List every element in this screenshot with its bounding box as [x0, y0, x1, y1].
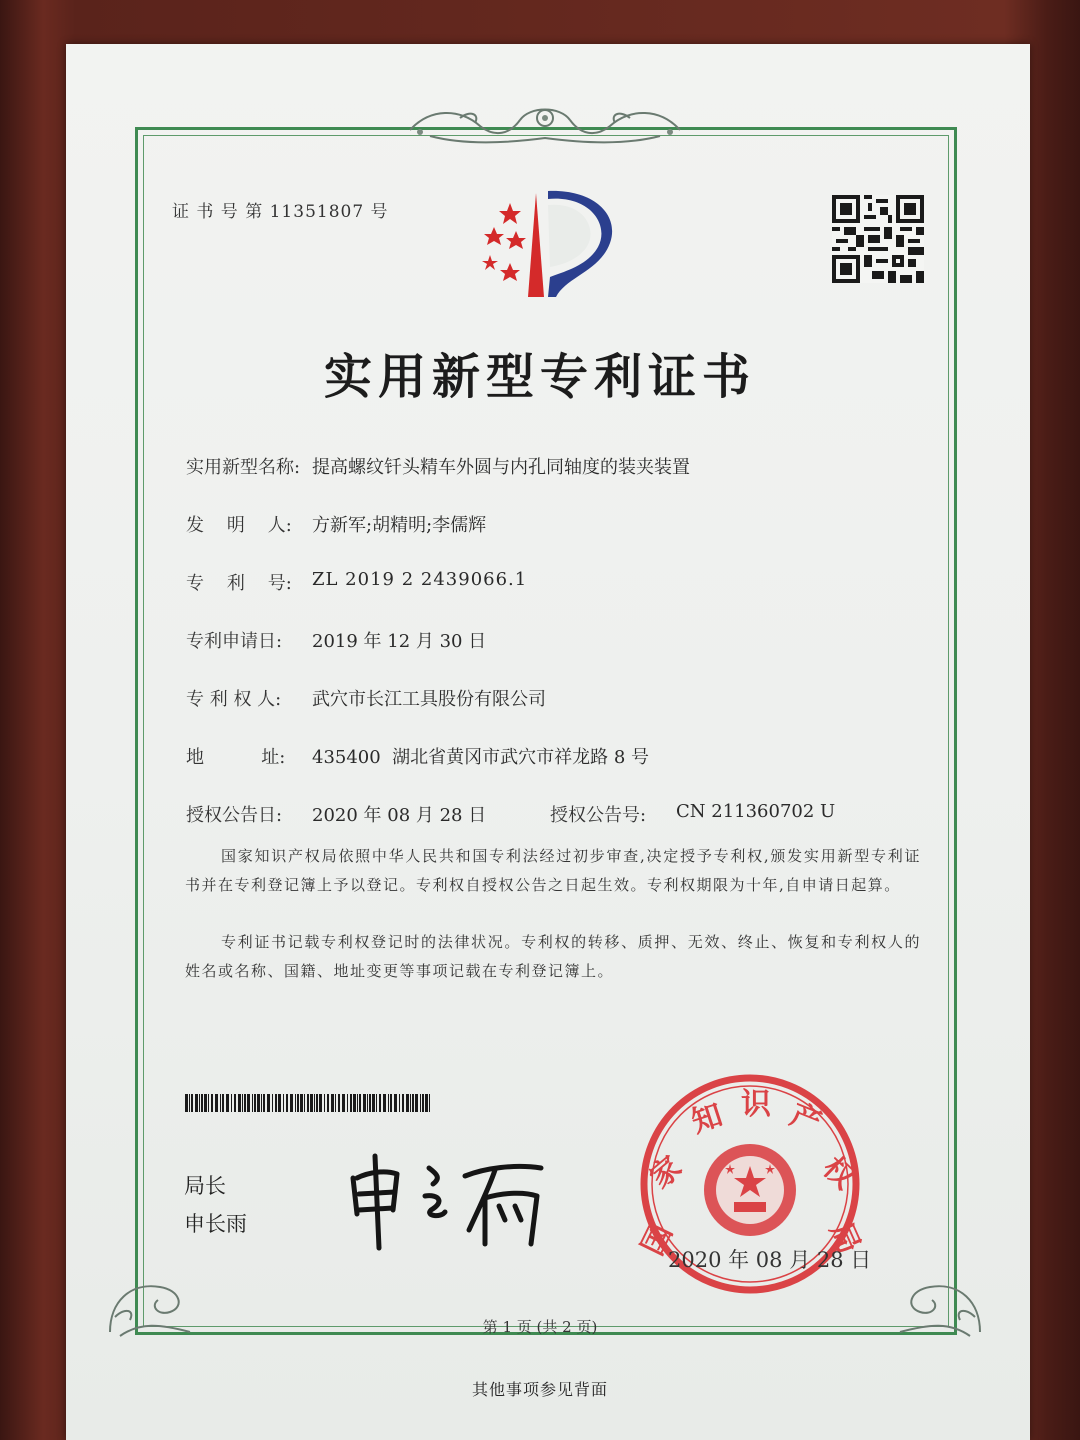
barcode-bar	[226, 1094, 229, 1112]
patent-logo-icon	[470, 185, 620, 305]
barcode-bar	[238, 1094, 241, 1112]
barcode-bar	[390, 1094, 392, 1112]
seal-date: 2020 年 08 月 28 日	[668, 1248, 872, 1272]
field-label-name: 实用新型名称:	[186, 457, 301, 478]
barcode-bar	[412, 1094, 414, 1112]
barcode-bar	[350, 1094, 352, 1112]
qr-code-icon	[832, 195, 924, 283]
barcode-bar	[242, 1094, 243, 1112]
barcode-bar	[324, 1094, 325, 1112]
barcode-bar	[369, 1094, 371, 1112]
field-value-name: 提高螺纹钎头精车外圆与内孔同轴度的装夹装置	[312, 457, 690, 478]
grant-date-label: 授权公告日:	[186, 805, 283, 826]
svg-text:家: 家	[643, 1149, 689, 1196]
field-value-filing-date: 2019 年 12 月 30 日	[312, 631, 487, 652]
barcode-bar	[220, 1094, 221, 1112]
top-ornament-icon	[400, 98, 690, 148]
barcode-bar	[263, 1094, 265, 1112]
barcode-bar	[254, 1094, 256, 1112]
barcode-bar	[199, 1094, 200, 1112]
barcode-bar	[331, 1094, 334, 1112]
barcode-bar	[342, 1094, 345, 1112]
barcode-bar	[379, 1094, 381, 1112]
footer-note: 其他事项参见背面	[471, 1380, 608, 1399]
paragraph-legal-status: 专利证书记载专利权登记时的法律状况。专利权的转移、质押、无效、终止、恢复和专利权人的姓名或名称、国籍、地址变更等事项记载在专利登记簿上。	[185, 933, 921, 980]
barcode-bar	[191, 1094, 193, 1112]
barcode-bar	[244, 1094, 246, 1112]
barcode-bar	[300, 1094, 303, 1112]
barcode-bar	[310, 1094, 313, 1112]
certificate-title: 实用新型专利证书	[323, 349, 756, 405]
barcode-bar	[204, 1094, 207, 1112]
barcode-bar	[314, 1094, 315, 1112]
barcode-bar	[307, 1094, 309, 1112]
director-signature	[345, 1148, 555, 1253]
barcode-bar	[402, 1094, 404, 1112]
field-label-patent-no	[186, 569, 292, 595]
barcode-bar	[247, 1094, 250, 1112]
barcode-bar	[278, 1094, 281, 1112]
barcode-bar	[415, 1094, 418, 1112]
field-value-inventor: 方新军;胡精明;李儒辉	[312, 515, 487, 536]
barcode-bar	[215, 1094, 218, 1112]
barcode-bar	[357, 1094, 358, 1112]
barcode-bar	[376, 1094, 377, 1112]
barcode-bar	[185, 1094, 188, 1112]
barcode-bar	[347, 1094, 348, 1112]
page-number: 第 1 页 (共 2 页)	[482, 1318, 598, 1336]
certificate-number: 证 书 号 第 11351807 号	[172, 202, 389, 222]
svg-text:权: 权	[815, 1150, 862, 1197]
barcode-bar	[429, 1094, 430, 1112]
field-value-patentee: 武穴市长江工具股份有限公司	[312, 689, 546, 710]
grant-date-value: 2020 年 08 月 28 日	[312, 805, 487, 826]
barcode-bar	[222, 1094, 224, 1112]
field-label-patentee	[186, 685, 281, 711]
svg-text:知: 知	[687, 1097, 727, 1141]
barcode-bar	[231, 1094, 232, 1112]
barcode-bar	[189, 1094, 190, 1112]
barcode-bar	[261, 1094, 262, 1112]
barcode-bar	[388, 1094, 389, 1112]
barcode-bar	[286, 1094, 288, 1112]
field-label-patentee-text: 专 利 权 人:	[186, 689, 282, 710]
director-name: 申长雨	[184, 1212, 247, 1236]
barcode-bar	[295, 1094, 296, 1112]
barcode-bar	[410, 1094, 411, 1112]
field-label-inventor-text: 发 明 人:	[186, 515, 292, 536]
field-value-patent-no: ZL 2019 2 2439066.1	[312, 569, 528, 590]
field-value-address: 435400 湖北省黄冈市武穴市祥龙路 8 号	[312, 747, 650, 768]
barcode-bar	[363, 1094, 366, 1112]
barcode-bar	[335, 1094, 336, 1112]
barcode-bar	[367, 1094, 368, 1112]
barcode-bar	[252, 1094, 253, 1112]
barcode-bar	[297, 1094, 299, 1112]
grant-number-value: CN 211360702 U	[676, 801, 836, 822]
barcode-bar	[327, 1094, 329, 1112]
grant-number-label: 授权公告号:	[550, 805, 647, 826]
field-label-address-text: 地 址:	[186, 747, 286, 768]
barcode-bar	[399, 1094, 400, 1112]
svg-text:识: 识	[741, 1087, 771, 1122]
barcode-bar	[425, 1094, 428, 1112]
field-label-patent-no-text: 专 利 号:	[186, 573, 292, 594]
barcode-bar	[195, 1094, 198, 1112]
paragraph-grant-statement: 国家知识产权局依照中华人民共和国专利法经过初步审查,决定授予专利权,颁发实用新型专利证书并在专利登记簿上予以登记。专利权自授权公告之日起生效。专利权期限为十年,自申请日起算。	[185, 847, 921, 894]
director-title: 局长	[184, 1174, 226, 1198]
field-label-address	[186, 743, 285, 769]
barcode-bar	[316, 1094, 318, 1112]
barcode-bar	[406, 1094, 409, 1112]
barcode-bar	[359, 1094, 361, 1112]
svg-text:国: 国	[635, 1218, 680, 1261]
barcode-bar	[394, 1094, 397, 1112]
barcode-bar	[275, 1094, 277, 1112]
barcode-bar	[383, 1094, 386, 1112]
barcode-icon	[185, 1094, 433, 1112]
field-label-inventor	[186, 511, 292, 537]
barcode-bar	[319, 1094, 322, 1112]
barcode-bar	[272, 1094, 273, 1112]
barcode-bar	[304, 1094, 305, 1112]
barcode-bar	[372, 1094, 375, 1112]
barcode-bar	[338, 1094, 340, 1112]
barcode-bar	[267, 1094, 270, 1112]
barcode-bar	[290, 1094, 293, 1112]
barcode-bar	[283, 1094, 284, 1112]
field-label-filing-date: 专利申请日:	[186, 631, 283, 652]
svg-text:局: 局	[822, 1217, 867, 1259]
barcode-bar	[211, 1094, 213, 1112]
barcode-bar	[234, 1094, 236, 1112]
barcode-bar	[257, 1094, 260, 1112]
barcode-bar	[208, 1094, 209, 1112]
barcode-bar	[420, 1094, 421, 1112]
barcode-bar	[201, 1094, 203, 1112]
svg-text:产: 产	[785, 1097, 827, 1142]
barcode-bar	[422, 1094, 424, 1112]
barcode-bar	[353, 1094, 356, 1112]
